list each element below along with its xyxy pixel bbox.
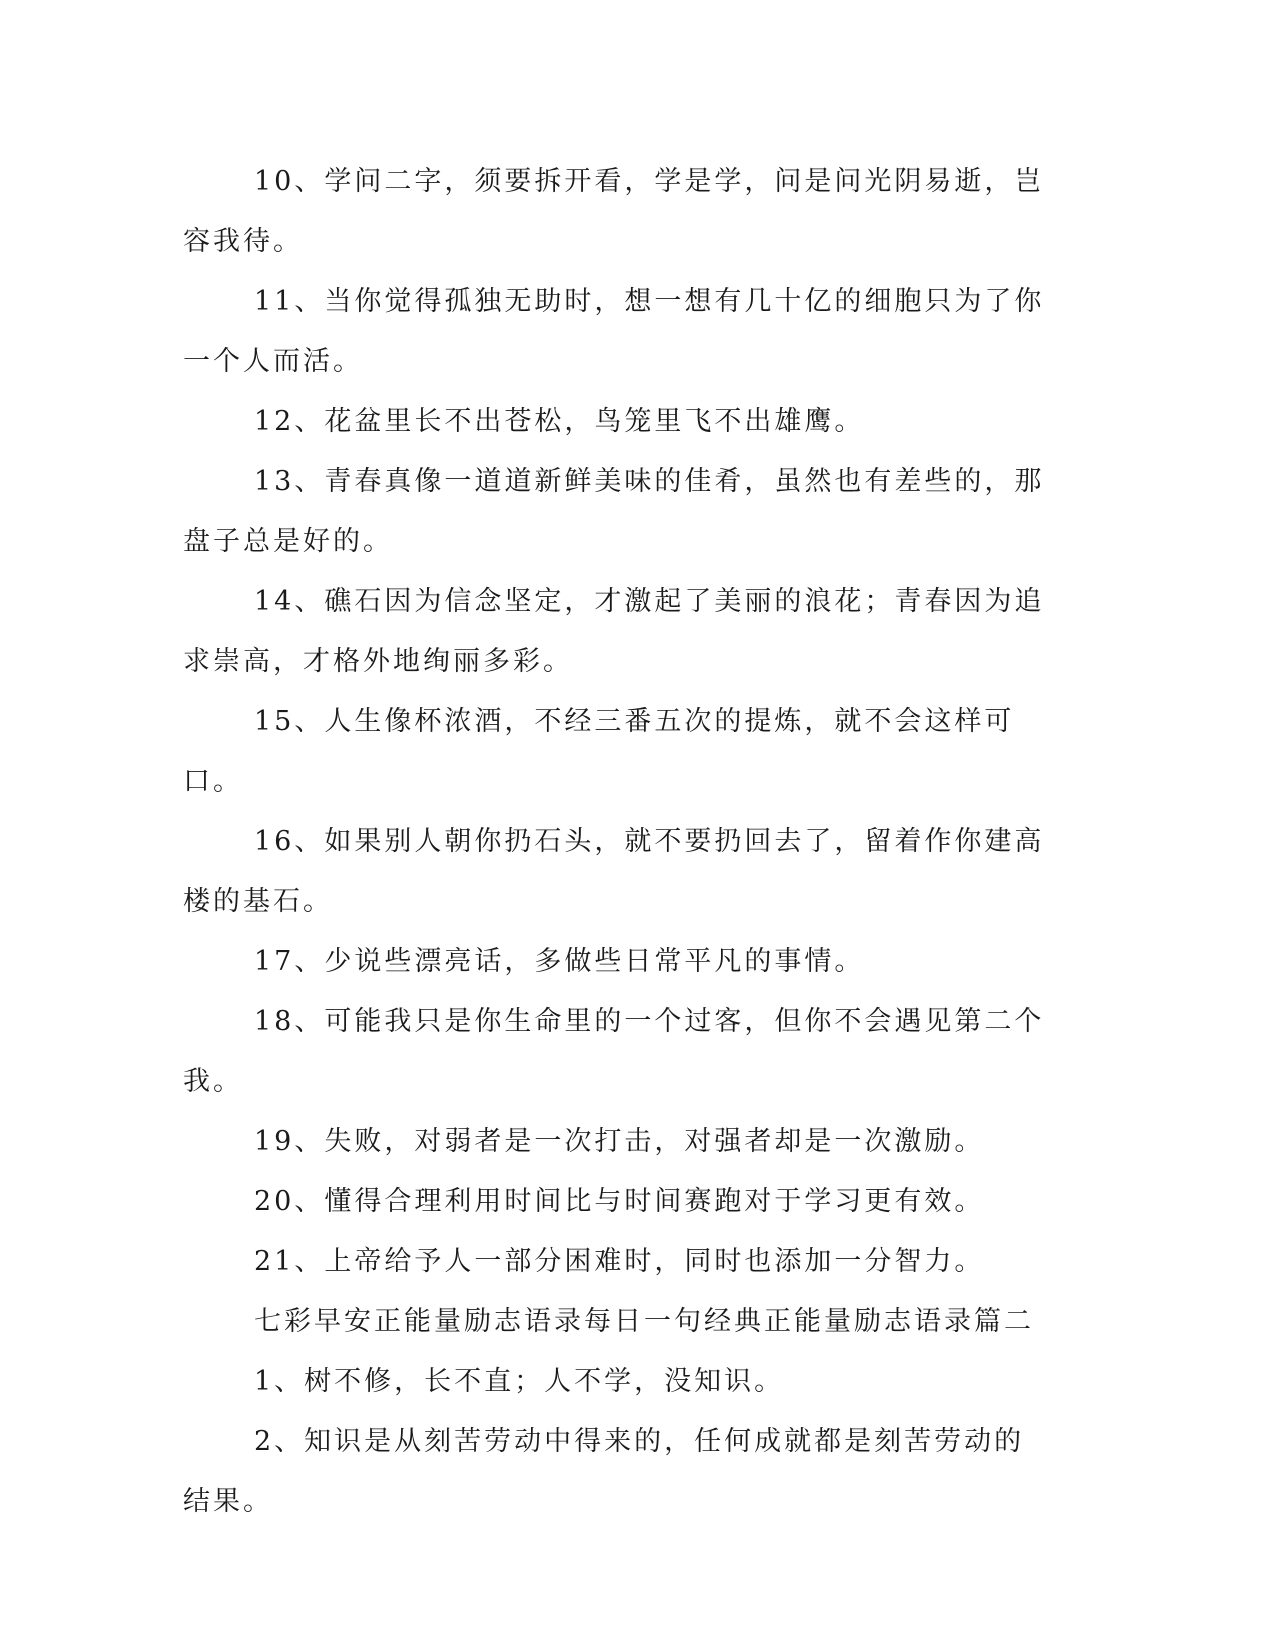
quote-20: 20、懂得合理利用时间比与时间赛跑对于学习更有效。 — [254, 1186, 985, 1217]
quote-13: 13、青春真像一道道新鲜美味的佳肴，虽然也有差些的，那盘子总是好的。 — [183, 466, 1045, 557]
section-heading: 七彩早安正能量励志语录每日一句经典正能量励志语录篇二 — [254, 1306, 1034, 1337]
quote-11: 11、当你觉得孤独无助时，想一想有几十亿的细胞只为了你一个人而活。 — [183, 286, 1045, 377]
quote-16: 16、如果别人朝你扔石头，就不要扔回去了，留着作你建高楼的基石。 — [183, 826, 1045, 917]
quote-19: 19、失败，对弱者是一次打击，对强者却是一次激励。 — [254, 1126, 985, 1157]
quote-18: 18、可能我只是你生命里的一个过客，但你不会遇见第二个我。 — [183, 1006, 1045, 1097]
quote-14: 14、礁石因为信念坚定，才激起了美丽的浪花；青春因为追求崇高，才格外地绚丽多彩。 — [183, 586, 1045, 677]
quote-17: 17、少说些漂亮话，多做些日常平凡的事情。 — [254, 946, 865, 977]
quote-2: 2、知识是从刻苦劳动中得来的，任何成就都是刻苦劳动的结果。 — [183, 1426, 1025, 1517]
document-body — [183, 152, 1053, 1532]
quote-21: 21、上帝给予人一部分困难时，同时也添加一分智力。 — [254, 1246, 985, 1277]
quote-10: 10、学问二字，须要拆开看，学是学，问是问光阴易逝，岂容我待。 — [183, 166, 1045, 257]
quote-1: 1、树不修，长不直；人不学，没知识。 — [254, 1366, 785, 1397]
quote-12: 12、花盆里长不出苍松，鸟笼里飞不出雄鹰。 — [254, 406, 865, 437]
quote-15: 15、人生像杯浓酒，不经三番五次的提炼，就不会这样可口。 — [183, 706, 1015, 797]
